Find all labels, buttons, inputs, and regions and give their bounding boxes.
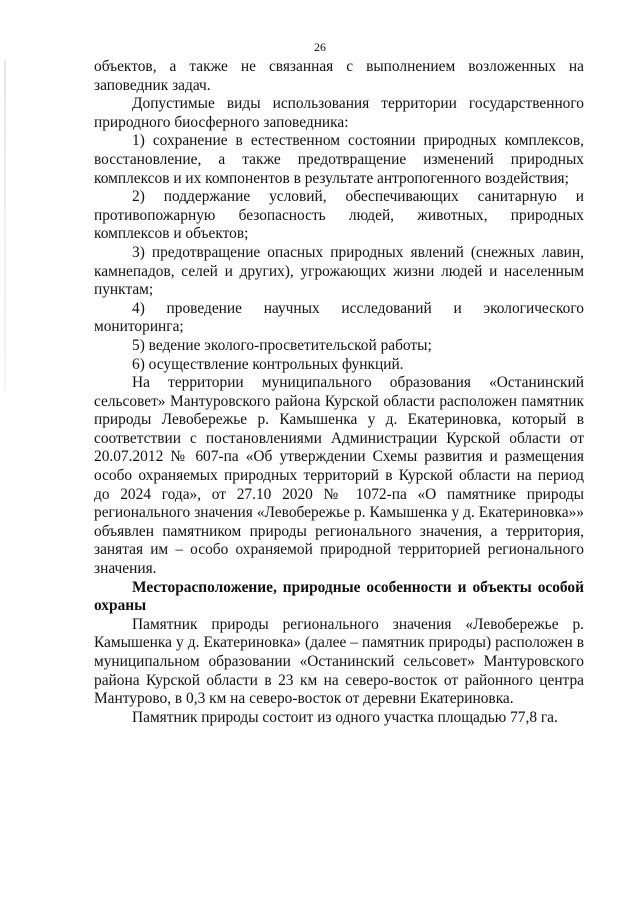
list-item-1: 1) сохранение в естественном состоянии природных комплексов, восстановление, а также предотвращение изменений природных комплексов и их компонентов в результате антропогенного воздействия; bbox=[94, 132, 584, 187]
paragraph-area: Памятник природы состоит из одного участка площадью 77,8 га. bbox=[132, 708, 558, 726]
section-heading: Месторасположение, природные особенности и объекты особой охраны bbox=[94, 578, 584, 615]
list-item-3: 3) предотвращение опасных природных явлений (снежных лавин, камнепадов, селей и других), угрожающих жизни людей и населенным пунктам; bbox=[94, 243, 584, 299]
list-item-4: 4) проведение научных исследований и экологического мониторинга; bbox=[94, 299, 584, 336]
paragraph-continuation: объектов, а также не связанная с выполнением возложенных на заповедник задач. bbox=[94, 58, 584, 94]
list-item-2: 2) поддержание условий, обеспечивающих санитарную и противопожарную безопасность людей, животных, природных комплексов и объектов; bbox=[94, 188, 584, 243]
list-item-6: 6) осуществление контрольных функций. bbox=[132, 355, 404, 373]
list-item-5: 5) ведение эколого-просветительской работы; bbox=[132, 336, 432, 354]
paragraph-monument-description: На территории муниципального образования «Останинский сельсовет» Мантуровского района Курской области расположен памятник природы Левобережье р. Камышенка у д. Екатериновка, который в соответствии с постановлениями Администрации Курской области от 20.07.2012 № 607-па «Об утверждении Схемы развития и размещения особо охраняемых природных территорий в Курской области на период до 2024 года», от 27.10 2020 № 1072-па «О памятнике природы регионального значения «Левобережье р. Камышенка у д. Екатериновка»» объявлен памятником природы регионального значения, а территория, занятая им – особо охраняемой природной территорией регионального значения. bbox=[94, 374, 584, 578]
body-text bbox=[94, 58, 584, 727]
paragraph-permitted-uses: Допустимые виды использования территории государственного природного биосферного заповедника: bbox=[94, 95, 584, 131]
paragraph-location: Памятник природы регионального значения «Левобережье р. Камышенка у д. Екатериновка» (далее – памятник природы) расположен в муниципальном образовании «Останинский сельсовет» Мантуровского района Курской области в 23 км на северо-восток от районного центра Мантурово, в 0,3 км на северо-восток от деревни Екатериновка. bbox=[94, 615, 584, 708]
scan-edge-shadow bbox=[4, 60, 6, 390]
page-number: 26 bbox=[314, 40, 326, 54]
